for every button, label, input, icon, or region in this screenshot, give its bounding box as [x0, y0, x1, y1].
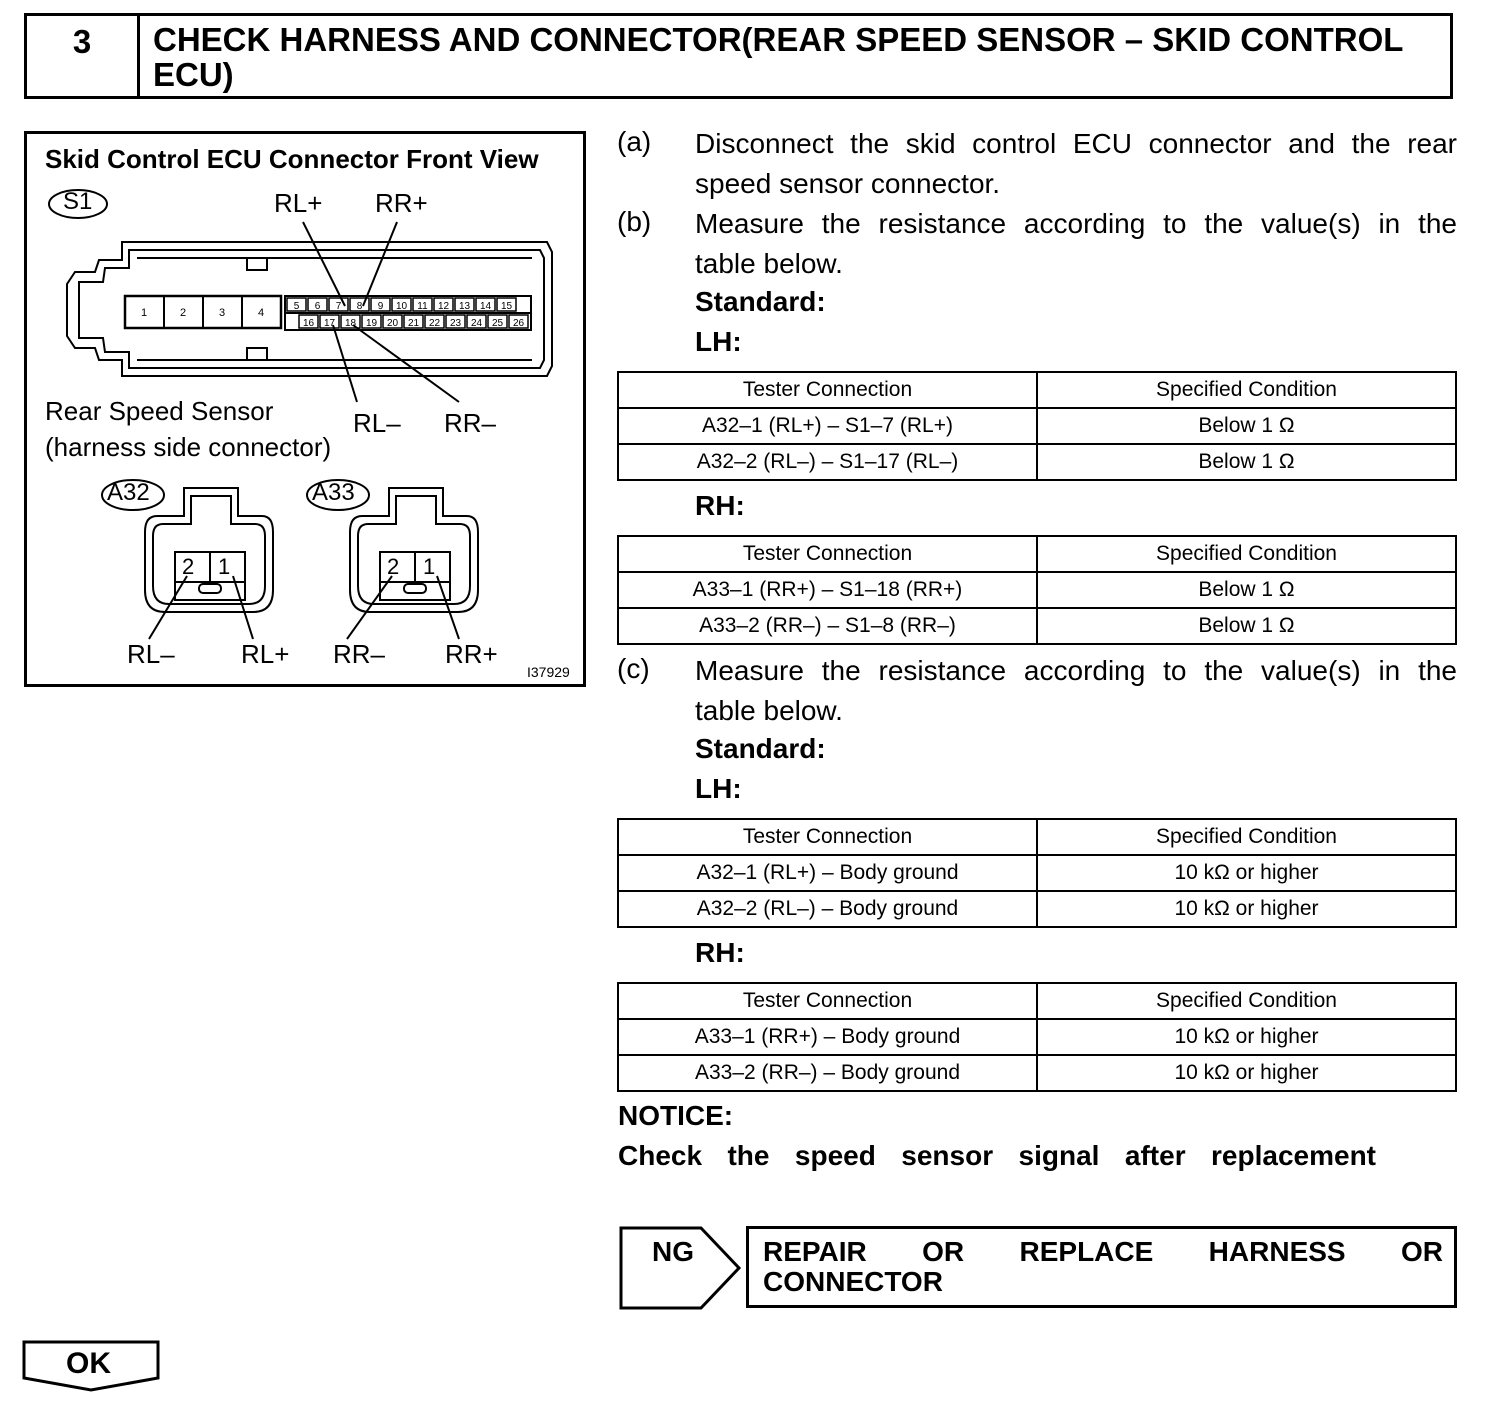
ecu-pin-number: 4: [257, 307, 265, 319]
ecu-pin-number: 10: [395, 301, 408, 312]
step-a-letter: (a): [617, 126, 652, 157]
notice-heading: NOTICE:: [618, 1100, 734, 1131]
header-tester-connection: Tester Connection: [618, 536, 1037, 572]
table-row: [618, 891, 1456, 927]
ecu-label-rr-plus: RR+: [375, 188, 428, 218]
ecu-pin-number: 7: [335, 301, 342, 312]
tester-connection-cell: A32–2 (RL–) – S1–17 (RL–): [618, 444, 1037, 480]
ecu-pin-number: 5: [293, 301, 300, 312]
ecu-label-rl-plus: RL+: [274, 188, 323, 218]
specified-condition-cell: Below 1 Ω: [1037, 608, 1456, 644]
ecu-label-rr-minus: RR–: [444, 408, 497, 438]
notice-text: Check the speed sensor signal after replacement: [618, 1140, 1376, 1171]
table-c-lh: [617, 818, 1457, 928]
a33-label-rr-plus: RR+: [445, 639, 498, 669]
table-header-row: [618, 536, 1456, 572]
tester-connection-cell: A33–2 (RR–) – Body ground: [618, 1055, 1037, 1091]
ecu-label-rl-minus: RL–: [353, 408, 401, 438]
sensor-label-line1: Rear Speed Sensor: [45, 396, 274, 426]
table-header-row: [618, 983, 1456, 1019]
table-row: [618, 608, 1456, 644]
ecu-pin-number: 13: [458, 301, 471, 312]
s1-code: S1: [63, 188, 93, 215]
figure-title: Skid Control ECU Connector Front View: [45, 144, 539, 174]
a33-label-rr-minus: RR–: [333, 639, 386, 669]
sensor-label-line2: (harness side connector): [45, 432, 332, 462]
ecu-pin-number: 11: [417, 301, 428, 312]
a33-pin-1: 1: [423, 554, 436, 579]
specified-condition-cell: Below 1 Ω: [1037, 572, 1456, 608]
figure-id: I37929: [527, 664, 570, 680]
header-tester-connection: Tester Connection: [618, 372, 1037, 408]
specified-condition-cell: 10 kΩ or higher: [1037, 1055, 1456, 1091]
ecu-pin-number: 9: [377, 301, 384, 312]
step-number: 3: [27, 16, 140, 96]
table-b-rh: [617, 535, 1457, 645]
ng-label: NG: [652, 1236, 694, 1267]
a33-connector-body: [350, 488, 478, 612]
ecu-pin-number: 14: [479, 301, 492, 312]
step-b-lh-label: LH:: [695, 326, 742, 357]
step-a-line2: speed sensor connector.: [695, 168, 1001, 199]
table-b-lh: [617, 371, 1457, 481]
ecu-pin-number: 12: [437, 301, 450, 312]
wire-ecu-rl-plus: [303, 222, 345, 306]
header-specified-condition: Specified Condition: [1037, 983, 1456, 1019]
ng-action-line2: CONNECTOR: [763, 1266, 943, 1297]
wire-a32-pin1: [233, 576, 253, 639]
wire-a33-pin2: [347, 576, 392, 639]
table-row: [618, 855, 1456, 891]
table-row: [618, 1019, 1456, 1055]
a32-label-rl-plus: RL+: [241, 639, 290, 669]
ecu-pin-number: 23: [449, 318, 462, 329]
step-b-letter: (b): [617, 206, 652, 237]
step-c-rh-label: RH:: [695, 937, 745, 968]
tester-connection-cell: A33–1 (RR+) – S1–18 (RR+): [618, 572, 1037, 608]
step-c-standard-label: Standard:: [695, 733, 826, 764]
tester-connection-cell: A32–1 (RL+) – Body ground: [618, 855, 1037, 891]
ng-action-box: [746, 1226, 1457, 1308]
step-header: [24, 13, 1453, 99]
table-row: [618, 444, 1456, 480]
table-row: [618, 1055, 1456, 1091]
ecu-pin-number: 25: [491, 318, 504, 329]
table-header-row: [618, 372, 1456, 408]
ecu-pin-number: 3: [218, 307, 226, 319]
step-b-standard-label: Standard:: [695, 286, 826, 317]
step-b-rh-label: RH:: [695, 490, 745, 521]
tester-connection-cell: A33–2 (RR–) – S1–8 (RR–): [618, 608, 1037, 644]
ecu-pin-number: 24: [470, 318, 483, 329]
wire-ecu-rr-plus: [363, 222, 397, 306]
a32-code: A32: [107, 479, 150, 506]
a33-code: A33: [312, 479, 355, 506]
specified-condition-cell: 10 kΩ or higher: [1037, 1019, 1456, 1055]
specified-condition-cell: Below 1 Ω: [1037, 408, 1456, 444]
ecu-pin-number: 26: [512, 318, 525, 329]
header-specified-condition: Specified Condition: [1037, 536, 1456, 572]
ecu-pin-number: 20: [386, 318, 399, 329]
header-specified-condition: Specified Condition: [1037, 372, 1456, 408]
wire-ecu-rl-minus: [333, 325, 357, 402]
specified-condition-cell: 10 kΩ or higher: [1037, 891, 1456, 927]
header-specified-condition: Specified Condition: [1037, 819, 1456, 855]
table-row: [618, 408, 1456, 444]
a32-connector-body: [145, 488, 273, 612]
a32-label-rl-minus: RL–: [127, 639, 175, 669]
table-header-row: [618, 819, 1456, 855]
ecu-pin-number: 6: [314, 301, 321, 312]
table-row: [618, 572, 1456, 608]
step-c-line2: table below.: [695, 695, 843, 726]
table-c-rh: [617, 982, 1457, 1092]
specified-condition-cell: Below 1 Ω: [1037, 444, 1456, 480]
wire-a33-pin1: [437, 576, 459, 639]
specified-condition-cell: 10 kΩ or higher: [1037, 855, 1456, 891]
ecu-pin-number: 17: [323, 318, 336, 329]
ecu-pin-number: 18: [344, 318, 357, 329]
ecu-pin-number: 1: [140, 307, 148, 319]
ok-label: OK: [66, 1347, 111, 1380]
ng-action-line1: REPAIR OR REPLACE HARNESS OR: [763, 1236, 1443, 1267]
step-b-line1: Measure the resistance according to the value(s) in the: [695, 208, 1457, 239]
ecu-pin-number: 2: [179, 307, 187, 319]
header-tester-connection: Tester Connection: [618, 983, 1037, 1019]
ecu-pin-number: 15: [500, 301, 513, 312]
ecu-pin-number: 16: [302, 318, 315, 329]
step-title: CHECK HARNESS AND CONNECTOR(REAR SPEED SENSOR – SKID CONTROL ECU): [153, 21, 1403, 93]
step-c-line1: Measure the resistance according to the value(s) in the: [695, 655, 1457, 686]
tester-connection-cell: A33–1 (RR+) – Body ground: [618, 1019, 1037, 1055]
header-tester-connection: Tester Connection: [618, 819, 1037, 855]
step-a-line1: Disconnect the skid control ECU connector and the rear: [695, 128, 1457, 159]
tester-connection-cell: A32–2 (RL–) – Body ground: [618, 891, 1037, 927]
connector-figure: [24, 131, 586, 687]
tester-connection-cell: A32–1 (RL+) – S1–7 (RL+): [618, 408, 1037, 444]
a32-pin-2: 2: [182, 554, 195, 579]
step-c-lh-label: LH:: [695, 773, 742, 804]
ecu-pin-number: 8: [356, 301, 363, 312]
step-c-letter: (c): [617, 653, 650, 684]
step-b-line2: table below.: [695, 248, 843, 279]
ecu-pin-number: 21: [407, 318, 420, 329]
ecu-pin-number: 22: [428, 318, 441, 329]
wire-ecu-rr-minus: [353, 325, 459, 402]
a33-pin-2: 2: [387, 554, 400, 579]
ecu-pin-number: 19: [365, 318, 378, 329]
wire-a32-pin2: [149, 576, 187, 639]
a32-pin-1: 1: [218, 554, 231, 579]
